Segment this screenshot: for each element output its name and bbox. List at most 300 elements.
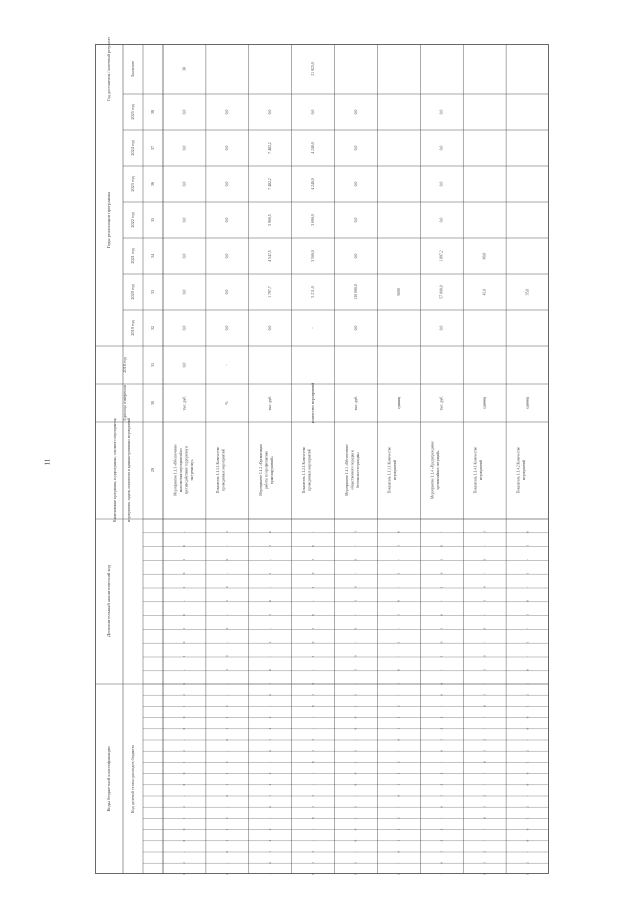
row-code: - bbox=[225, 694, 230, 696]
row-code: - bbox=[353, 739, 358, 741]
row-dop-code: 1 bbox=[525, 641, 530, 644]
row-dop-code: - bbox=[267, 586, 272, 588]
row-code: - bbox=[310, 784, 315, 786]
row-name: мероприятий bbox=[478, 459, 483, 481]
row-code: 1 bbox=[525, 705, 530, 707]
row-code: 1 bbox=[396, 783, 401, 786]
row-code: 2 bbox=[310, 851, 315, 853]
row-dop-code: 1 bbox=[353, 669, 358, 671]
col-number: 35 bbox=[149, 218, 155, 222]
row-code: 2 bbox=[439, 716, 444, 719]
row-code: - bbox=[267, 761, 272, 763]
row-dop-code: - bbox=[353, 641, 358, 643]
row-name: общественного порядка и bbox=[350, 450, 355, 490]
header-dop: Дополнительный аналитический код bbox=[106, 564, 112, 638]
row-code: 2 bbox=[525, 694, 530, 696]
row-value: 0,0 bbox=[182, 217, 187, 223]
row-code: 0 bbox=[482, 873, 487, 875]
row-code: 1 bbox=[482, 862, 487, 864]
row-value: 0,0 bbox=[439, 145, 444, 151]
row-value: 0,0 bbox=[268, 109, 273, 115]
row-code: 2 bbox=[353, 750, 358, 752]
row-code: - bbox=[310, 828, 315, 830]
row-code: 1 bbox=[525, 761, 530, 763]
row-code: - bbox=[310, 772, 315, 774]
row-dop-code: - bbox=[396, 586, 401, 588]
row-dop-code: 1 bbox=[182, 627, 187, 630]
row-value: 4 547,5 bbox=[268, 250, 273, 262]
row-value: 7 482,2 bbox=[268, 142, 273, 154]
row-dop-code: - bbox=[353, 683, 358, 685]
row-unit: единиц bbox=[396, 397, 401, 409]
row-name: правонарушений» bbox=[270, 456, 275, 484]
row-dop-code: 0 bbox=[482, 627, 487, 630]
row-code: 2 bbox=[267, 783, 272, 786]
row-code: 2 bbox=[396, 705, 401, 707]
row-code: - bbox=[482, 716, 487, 718]
row-code: 2 bbox=[353, 862, 358, 864]
row-dop-code: - bbox=[267, 628, 272, 630]
row-value: - bbox=[310, 327, 315, 329]
row-dop-code: 1 bbox=[267, 683, 272, 685]
row-dop-code: 0 bbox=[182, 683, 187, 685]
row-unit: % bbox=[225, 401, 230, 405]
row-code: 1 bbox=[310, 806, 315, 808]
row-code: 2 bbox=[310, 795, 315, 797]
row-dop-code: - bbox=[267, 655, 272, 657]
row-code: - bbox=[482, 728, 487, 730]
row-code: 1 bbox=[353, 873, 358, 875]
header-final-group: Год достижения / конечный результат bbox=[105, 37, 111, 101]
row-code: - bbox=[396, 750, 401, 752]
row-dop-code: 0 bbox=[525, 600, 530, 602]
row-name: Мероприятие 1.1.4 «Предупреждение bbox=[430, 441, 435, 499]
row-value: 0,0 bbox=[353, 217, 358, 223]
row-name: Показатель 1.1.2.1 Количество bbox=[301, 446, 306, 494]
row-dop-code: 0 bbox=[225, 655, 230, 657]
row-value: 0,0 bbox=[353, 181, 358, 187]
row-code: - bbox=[439, 817, 444, 819]
row-dop-code: 1 bbox=[482, 669, 487, 671]
table-grid bbox=[95, 37, 549, 875]
row-dop-code: 1 bbox=[525, 545, 530, 547]
row-dop-code: 1 bbox=[482, 600, 487, 602]
row-dop-code: - bbox=[439, 531, 444, 533]
row-code: 1 bbox=[525, 817, 530, 819]
row-value: 0,0 bbox=[182, 181, 187, 187]
row-value: 0,0 bbox=[353, 145, 358, 151]
col-number: 34 bbox=[149, 254, 155, 258]
row-name: противодействию терроризму и bbox=[184, 445, 189, 495]
row-dop-code: 1 bbox=[439, 558, 444, 561]
row-dop-code: 0 bbox=[225, 627, 230, 630]
row-value: 0,0 bbox=[225, 253, 230, 259]
header-year: 2023 год bbox=[129, 176, 135, 192]
row-dop-code: - bbox=[482, 545, 487, 547]
row-value: 0,0 bbox=[225, 145, 230, 151]
row-code: 0 bbox=[225, 851, 230, 853]
row-code: 1 bbox=[396, 727, 401, 730]
row-value: 57 000,0 bbox=[439, 285, 444, 299]
row-code: 2 bbox=[525, 750, 530, 752]
row-unit: количество мероприятий bbox=[310, 382, 315, 424]
row-dop-code: 0 bbox=[439, 545, 444, 547]
row-unit: тыс. руб. bbox=[439, 395, 444, 411]
row-dop-code: 0 bbox=[353, 655, 358, 657]
row-final: 21 923,0 bbox=[310, 62, 315, 76]
row-value: 0,0 bbox=[439, 181, 444, 187]
row-dop-code: 0 bbox=[182, 614, 187, 616]
row-code: 0 bbox=[353, 828, 358, 831]
row-dop-code: - bbox=[482, 572, 487, 574]
row-unit: тыс. руб. bbox=[268, 395, 273, 411]
row-code: 0 bbox=[396, 851, 401, 853]
row-dop-code: - bbox=[225, 572, 230, 574]
row-code: 0 bbox=[353, 783, 358, 786]
row-dop-code: 0 bbox=[310, 545, 315, 547]
row-value: 0,0 bbox=[353, 109, 358, 115]
row-code: 0 bbox=[525, 772, 530, 775]
row-code: - bbox=[525, 795, 530, 797]
row-code: 2 bbox=[267, 716, 272, 719]
row-code: 2 bbox=[267, 727, 272, 730]
row-dop-code: - bbox=[267, 559, 272, 561]
row-dop-code: 0 bbox=[353, 627, 358, 630]
row-code: 0 bbox=[439, 806, 444, 808]
row-code: 2 bbox=[225, 705, 230, 707]
row-code: 0 bbox=[182, 828, 187, 831]
header-year: 2020 год bbox=[129, 284, 135, 300]
row-code: - bbox=[267, 873, 272, 875]
row-code: 0 bbox=[182, 783, 187, 786]
row-code: - bbox=[396, 694, 401, 696]
row-code: - bbox=[525, 739, 530, 741]
row-code: 1 bbox=[439, 795, 444, 797]
row-code: - bbox=[439, 705, 444, 707]
row-code: 2 bbox=[353, 694, 358, 696]
row-code: 0 bbox=[310, 761, 315, 763]
row-code: 0 bbox=[310, 705, 315, 707]
row-dop-code: - bbox=[482, 683, 487, 685]
row-name: работы по профилактике bbox=[264, 450, 269, 490]
row-dop-code: - bbox=[225, 614, 230, 616]
row-code: 2 bbox=[439, 783, 444, 786]
row-code: 2 bbox=[267, 839, 272, 842]
table-border bbox=[96, 45, 549, 874]
row-code: 2 bbox=[267, 772, 272, 775]
row-dop-code: 1 bbox=[267, 641, 272, 644]
row-dop-code: - bbox=[525, 655, 530, 657]
row-name: Мероприятие 1.1.1 «Обеспечение bbox=[173, 444, 178, 496]
row-code: 1 bbox=[225, 783, 230, 786]
row-code: 2 bbox=[525, 806, 530, 808]
row-code: 0 bbox=[525, 783, 530, 786]
row-base: - bbox=[225, 364, 230, 366]
row-value: 3 500,0 bbox=[310, 250, 315, 262]
row-code: - bbox=[310, 716, 315, 718]
col-number: 31 bbox=[149, 363, 155, 367]
row-code: 1 bbox=[525, 873, 530, 875]
row-code: 0 bbox=[439, 862, 444, 864]
header-name: Наименование программы, подпрограммы, основного мероприятия, bbox=[112, 417, 117, 523]
row-code: 0 bbox=[310, 817, 315, 819]
row-code: 0 bbox=[182, 727, 187, 730]
row-dop-code: 1 bbox=[182, 558, 187, 561]
row-dop-code: 0 bbox=[182, 545, 187, 547]
row-dop-code: 1 bbox=[439, 627, 444, 630]
row-dop-code: 0 bbox=[267, 531, 272, 533]
row-value: 0,0 bbox=[225, 217, 230, 223]
row-code: 1 bbox=[182, 817, 187, 819]
row-value: 0,0 bbox=[353, 325, 358, 331]
header-unit: Единица измерения bbox=[121, 385, 127, 421]
row-code: - bbox=[225, 750, 230, 752]
row-value: 4 240,0 bbox=[310, 178, 315, 190]
row-code: 2 bbox=[396, 761, 401, 763]
row-code: 2 bbox=[267, 828, 272, 831]
row-name: Показатель 1.1.1.1 Количество bbox=[216, 446, 221, 494]
row-dop-code: 1 bbox=[310, 655, 315, 657]
row-name: чрезвычайных ситуаций» bbox=[436, 450, 441, 490]
row-value: 0,0 bbox=[439, 325, 444, 331]
row-name: выполнения мероприятий по bbox=[178, 447, 183, 493]
row-value: 1 797,7 bbox=[268, 286, 273, 298]
header-base-year: 2018 год bbox=[121, 357, 127, 373]
row-dop-code: 0 bbox=[182, 572, 187, 575]
row-dop-code: 1 bbox=[396, 614, 401, 616]
row-dop-code: 0 bbox=[225, 558, 230, 561]
row-dop-code: - bbox=[439, 600, 444, 602]
row-code: 2 bbox=[225, 873, 230, 875]
row-code: - bbox=[439, 761, 444, 763]
col-number: 37 bbox=[149, 146, 155, 150]
row-code: 1 bbox=[182, 761, 187, 763]
row-base: 0,0 bbox=[182, 362, 187, 368]
row-final: 38 bbox=[182, 67, 187, 71]
row-unit: тыс. руб. bbox=[353, 395, 358, 411]
row-code: 1 bbox=[225, 772, 230, 775]
row-code: - bbox=[182, 795, 187, 797]
col-number: 30 bbox=[149, 401, 155, 405]
row-dop-code: - bbox=[525, 586, 530, 588]
row-code: 2 bbox=[353, 806, 358, 808]
row-code: 1 bbox=[267, 795, 272, 797]
row-dop-code: 1 bbox=[525, 614, 530, 616]
row-code: 1 bbox=[353, 705, 358, 707]
row-code: 1 bbox=[310, 750, 315, 752]
row-dop-code: - bbox=[225, 641, 230, 643]
row-dop-code: 0 bbox=[267, 600, 272, 602]
row-unit: единиц bbox=[525, 397, 530, 409]
row-code: - bbox=[225, 806, 230, 808]
row-code: 1 bbox=[225, 727, 230, 730]
row-code: 2 bbox=[310, 739, 315, 741]
row-code: 0 bbox=[439, 750, 444, 752]
row-code: 0 bbox=[439, 694, 444, 696]
row-dop-code: - bbox=[482, 641, 487, 643]
col-number: 33 bbox=[149, 290, 155, 294]
row-code: - bbox=[439, 873, 444, 875]
row-dop-code: - bbox=[482, 614, 487, 616]
row-code: 2 bbox=[482, 795, 487, 797]
row-dop-code: 1 bbox=[482, 531, 487, 533]
row-name: Мероприятие 1.1.3 «Обеспечение bbox=[344, 444, 349, 496]
row-dop-code: 0 bbox=[396, 600, 401, 602]
row-code: 1 bbox=[396, 839, 401, 842]
row-dop-code: 1 bbox=[396, 545, 401, 547]
row-value: 0,0 bbox=[439, 109, 444, 115]
row-dop-code: - bbox=[353, 545, 358, 547]
row-dop-code: 1 bbox=[225, 600, 230, 602]
row-dop-code: 1 bbox=[182, 655, 187, 657]
row-code: 1 bbox=[353, 761, 358, 763]
row-code: 2 bbox=[439, 772, 444, 775]
row-code: 1 bbox=[439, 851, 444, 853]
row-dop-code: 0 bbox=[396, 531, 401, 533]
row-dop-code: 1 bbox=[267, 545, 272, 547]
row-value: 0,0 bbox=[439, 217, 444, 223]
row-dop-code: 0 bbox=[482, 586, 487, 588]
row-value: 5 211,0 bbox=[310, 286, 315, 298]
row-dop-code: 0 bbox=[310, 683, 315, 685]
row-dop-code: 0 bbox=[482, 558, 487, 561]
row-dop-code: - bbox=[353, 572, 358, 574]
header-year: 2024 год bbox=[129, 140, 135, 156]
row-code: 0 bbox=[525, 727, 530, 730]
row-dop-code: 1 bbox=[439, 655, 444, 657]
row-code: 0 bbox=[525, 839, 530, 842]
row-dop-code: - bbox=[310, 669, 315, 671]
row-code: - bbox=[396, 862, 401, 864]
row-code: - bbox=[225, 862, 230, 864]
row-dop-code: - bbox=[310, 531, 315, 533]
row-code: - bbox=[525, 851, 530, 853]
row-dop-code: 1 bbox=[182, 586, 187, 588]
row-code: 1 bbox=[482, 806, 487, 808]
row-dop-code: 1 bbox=[310, 558, 315, 561]
row-dop-code: 1 bbox=[525, 683, 530, 685]
row-code: - bbox=[310, 840, 315, 842]
row-dop-code: 1 bbox=[525, 572, 530, 575]
row-name: Показатель 1.1.4.1 Количество bbox=[473, 446, 478, 494]
row-code: 1 bbox=[482, 694, 487, 696]
header-year: 2022 год bbox=[129, 212, 135, 228]
row-name: проведенных мероприятий bbox=[221, 449, 226, 491]
row-dop-code: 0 bbox=[225, 586, 230, 588]
row-value: 0,0 bbox=[310, 109, 315, 115]
row-code: 0 bbox=[353, 716, 358, 719]
row-code: 2 bbox=[439, 727, 444, 730]
row-code: - bbox=[353, 795, 358, 797]
row-value: 5 900,5 bbox=[268, 214, 273, 226]
row-dop-code: 0 bbox=[525, 669, 530, 671]
row-code: 1 bbox=[353, 817, 358, 819]
row-code: 0 bbox=[525, 828, 530, 831]
row-dop-code: 1 bbox=[225, 531, 230, 533]
row-dop-code: 0 bbox=[310, 641, 315, 644]
row-code: 0 bbox=[482, 817, 487, 819]
row-value: 41,0 bbox=[482, 288, 487, 296]
row-code: 1 bbox=[439, 739, 444, 741]
row-dop-code: 1 bbox=[310, 627, 315, 630]
header-codes-sub: Код целевой статьи расходов бюджета bbox=[129, 744, 135, 814]
row-code: 0 bbox=[353, 839, 358, 842]
row-code: 2 bbox=[225, 761, 230, 763]
row-code: - bbox=[182, 739, 187, 741]
row-code: 0 bbox=[182, 772, 187, 775]
header-year: 2025 год bbox=[129, 104, 135, 120]
row-code: 1 bbox=[225, 828, 230, 831]
row-unit: тыс. руб. bbox=[182, 395, 187, 411]
row-dop-code: - bbox=[396, 628, 401, 630]
row-code: 0 bbox=[182, 839, 187, 842]
header-final-value: Значение bbox=[129, 60, 135, 78]
row-dop-code: 1 bbox=[396, 641, 401, 644]
row-value: 0,0 bbox=[182, 145, 187, 151]
row-value: 80,0 bbox=[482, 252, 487, 260]
row-value: 3 690,0 bbox=[310, 214, 315, 226]
row-code: 0 bbox=[396, 795, 401, 797]
row-name: Показатель 1.1.3.1 Количество bbox=[387, 446, 392, 494]
row-code: - bbox=[182, 851, 187, 853]
row-name: Показатель 1.1.4.2 Количество bbox=[516, 446, 521, 494]
row-code: 0 bbox=[182, 716, 187, 719]
row-value: 0,0 bbox=[268, 325, 273, 331]
col-number: 36 bbox=[149, 182, 155, 186]
row-code: 1 bbox=[225, 716, 230, 719]
row-dop-code: - bbox=[182, 669, 187, 671]
row-dop-code: - bbox=[310, 600, 315, 602]
row-code: 2 bbox=[396, 817, 401, 819]
row-code: 0 bbox=[353, 772, 358, 775]
row-code: - bbox=[482, 772, 487, 774]
row-code: 1 bbox=[182, 873, 187, 875]
row-code: 0 bbox=[267, 806, 272, 808]
header-years-group: Годы реализации программы bbox=[106, 191, 112, 249]
rotated-program-table bbox=[95, 37, 549, 875]
row-dop-code: 1 bbox=[396, 683, 401, 685]
row-dop-code: 0 bbox=[525, 531, 530, 533]
row-code: 0 bbox=[225, 795, 230, 797]
header-name-2: мероприятия, задачи, показателя и административных мероприятий bbox=[126, 417, 131, 523]
row-code: 2 bbox=[182, 862, 187, 864]
row-dop-code: 0 bbox=[439, 572, 444, 575]
row-code: - bbox=[396, 806, 401, 808]
row-dop-code: 0 bbox=[353, 586, 358, 588]
row-dop-code: 0 bbox=[396, 669, 401, 671]
row-dop-code: 1 bbox=[267, 572, 272, 575]
row-code: - bbox=[482, 784, 487, 786]
row-code: 1 bbox=[482, 750, 487, 752]
row-dop-code: - bbox=[225, 545, 230, 547]
row-code: 2 bbox=[439, 828, 444, 831]
row-dop-code: - bbox=[182, 600, 187, 602]
row-code: 2 bbox=[396, 873, 401, 875]
row-code: 0 bbox=[396, 739, 401, 741]
row-code: 0 bbox=[482, 705, 487, 707]
row-code: - bbox=[353, 851, 358, 853]
row-dop-code: 1 bbox=[310, 586, 315, 588]
row-dop-code: 0 bbox=[182, 641, 187, 644]
row-code: 1 bbox=[267, 739, 272, 741]
page-number: 11 bbox=[43, 458, 52, 466]
header-year: 2021 год bbox=[129, 248, 135, 264]
row-code: 0 bbox=[267, 750, 272, 752]
row-code: 2 bbox=[525, 862, 530, 864]
row-value: 0,0 bbox=[182, 109, 187, 115]
row-value: 7 482,2 bbox=[268, 178, 273, 190]
row-dop-code: 0 bbox=[439, 683, 444, 685]
